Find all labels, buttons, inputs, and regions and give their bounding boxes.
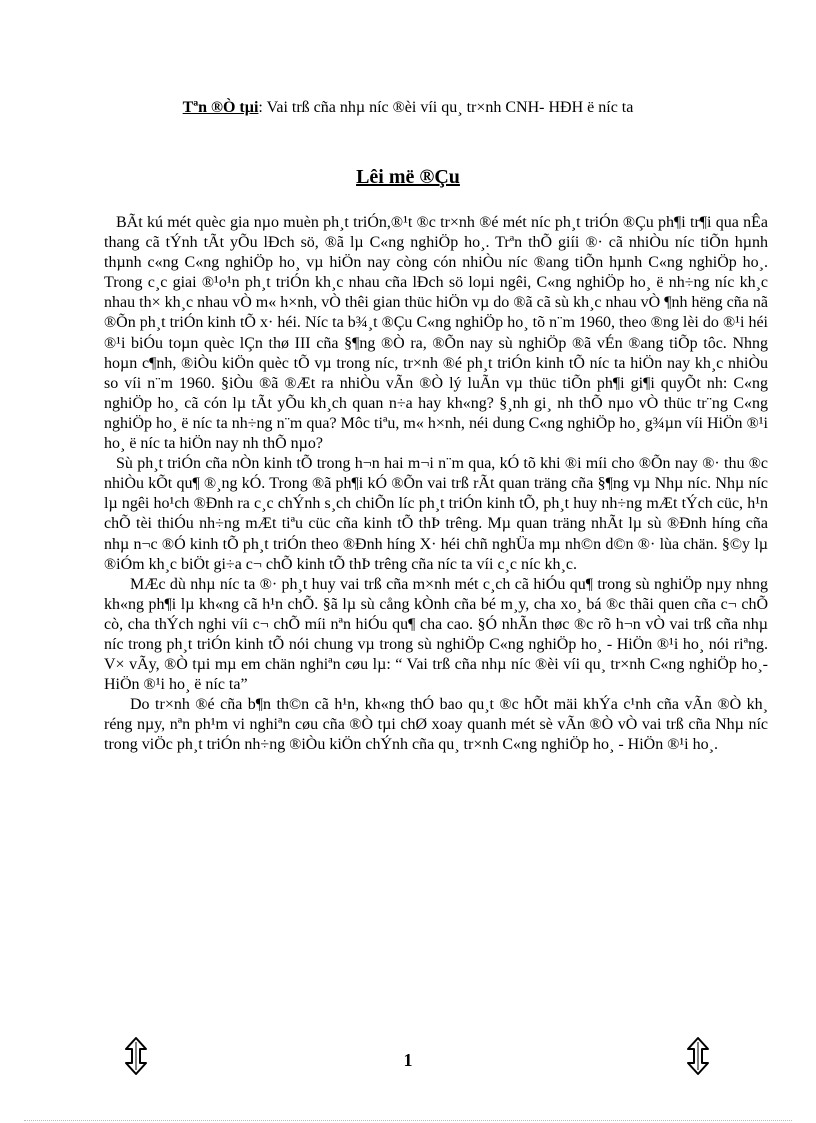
paragraph: BÃt kú mét quèc gia nµo muèn ph¸t triÓn,®¹t ®c tr×nh ®é mét níc ph¸t triÓn ®Çu ph¶i tr¶i qua nÊa thang cã tÝnh tÃt yÕu lÐch sö, ®ã lµ C«ng nghiÖp ho¸. Trªn thÕ giíi ®· cã nhiÒu níc tiÕn hµnh thµnh c«ng C«ng nghiÖp ho¸ vµ hiÖn nay còng cón nhiÒu níc ®ang tiÕn hµnh C«ng nghiÖp ho¸. Trong c¸c giai ®¹o¹n ph¸t triÓn kh¸c nhau cña lÐch sö loµi ngêi, C«ng nghiÖp ho¸ ë nh÷ng níc kh¸c nhau th× kh¸c nhau vÒ m« h×nh, vÒ thêi gian thüc hiÖn vµ do ®ã cã sù kh¸c nhau vÒ ¶nh hëng cña nã ®Õn ph¸t triÓn kinh tÕ x· héi. Níc ta b¾¸t ®Çu C«ng nghiÖp ho¸ tõ n¨m 1960, theo ®ng lèi do ®¹i héi ®¹i biÓu toµn quèc lÇn thø III cña §¶ng ®Ò ra, ®Õn nay sù nghiÖp ®ã vÉn ®ang tiÕp tôc. Nhng hoµn c¶nh, ®iÒu kiÖn quèc tÕ vµ trong níc, tr×nh ®é ph¸t triÓn kinh tÕ níc ta hiÖn nay kh¸c nhiÒu so víi n¨m 1960. §iÒu ®ã ®Æt ra nhiÒu vÃn ®Ò lý luÃn vµ thüc tiÕn ph¶i gi¶i quyÕt nh: C«ng nghiÖp ho¸ cã cón lµ tÃt yÕu kh¸ch quan n÷a hay kh«ng? §¸nh gi¸ nh thÕ nµo vÒ thüc tr¨ng C«ng nghiÖp ho¸ ë níc ta nh÷ng n¨m qua? Môc tiªu, m« h×nh, néi dung C«ng nghiÖp ho¸ g¾µn víi HiÖn ®¹i ho¸ ë níc ta hiÖn nay nh thÕ nµo? [104,214,768,453]
section-heading: Lêi më ®Çu [356,166,460,188]
up-down-arrow-icon [682,1036,714,1076]
paragraph: Sù ph¸t triÓn cña nÒn kinh tÕ trong h¬n hai m¬i n¨m qua, kÓ tõ khi ®i míi cho ®Õn nay ®· thu ®c nhiÒu kÕt qu¶ ®¸ng kÓ. Trong ®ã ph¶i kÓ ®Õn vai trß rÃt quan träng cña §¶ng vµ Nhµ níc. Nhµ níc lµ ngêi ho¹ch ®Ðnh ra c¸c chÝnh s¸ch chiÕn líc ph¸t triÓn kinh tÕ, ph¸t huy nh÷ng mÆt tÝch cüc, h¹n chÕ tèi thiÓu nh÷ng mÆt tiªu cüc cña kinh tÕ thÞ trêng. Mµ quan träng nhÃt lµ sù ®Ðnh híng cña nhµ n¬c ®Ó kinh tÕ ph¸t triÓn theo ®Ðnh híng X· héi chñ nghÜa mµ nh©n d©n ®· lùa chän. §©y lµ ®iÓm kh¸c biÖt gi÷a c¬ chÕ kinh tÕ thÞ trêng cña níc ta víi c¸c níc kh¸c. [104,455,768,573]
paragraph: MÆc dù nhµ níc ta ®· ph¸t huy vai trß cña m×nh mét c¸ch cã hiÓu qu¶ trong sù nghiÖp nµy nhng kh«ng ph¶i lµ kh«ng cã h¹n chÕ. §ã lµ sù cång kÒnh cña bé m¸y, cha xo¸ bá ®c thãi quen cña c¬ chÕ cò, cha thÝch nghi víi c¬ chÕ míi nªn hiÓu qu¶ cha cao. §Ó nhÃn thøc ®c rõ h¬n vÒ vai trß cña nhµ níc trong ph¸t triÓn kinh tÕ nói chung vµ trong sù nghiÖp C«ng nghiÖp ho¸ - HiÖn ®¹i ho¸ nói riªng. V× vÃy, ®Ò tµi mµ em chän nghiªn cøu lµ: “ Vai trß cña nhµ níc ®èi víi qu¸ tr×nh C«ng nghiÖp ho¸- HiÖn ®¹i ho¸ ë níc ta” [104,575,768,694]
paragraph: Do tr×nh ®é cña b¶n th©n cã h¹n, kh«ng thÓ bao qu¸t ®c hÕt mäi khÝa c¹nh cña vÃn ®Ò kh¸ réng nµy, nªn ph¹m vi nghiªn cøu cña ®Ò tµi chØ xoay quanh mét sè vÃn ®Ò vÒ vai trß cña Nhµ níc trong viÖc ph¸t triÓn nh÷ng ®iÒu kiÖn chÝnh cña qu¸ tr×nh C«ng nghiÖp ho¸ - HiÖn ®¹i ho¸. [104,696,768,754]
topic-text: : Vai trß cña nhµ níc ®èi víi qu¸ tr×nh CNH- HÐH ë níc ta [258,99,634,116]
page-bottom-divider [24,1120,792,1121]
body-text [104,213,768,756]
topic-label: Tªn ®Ò tµi [182,99,259,116]
topic-line [0,98,816,118]
page-number: 1 [403,1050,413,1070]
